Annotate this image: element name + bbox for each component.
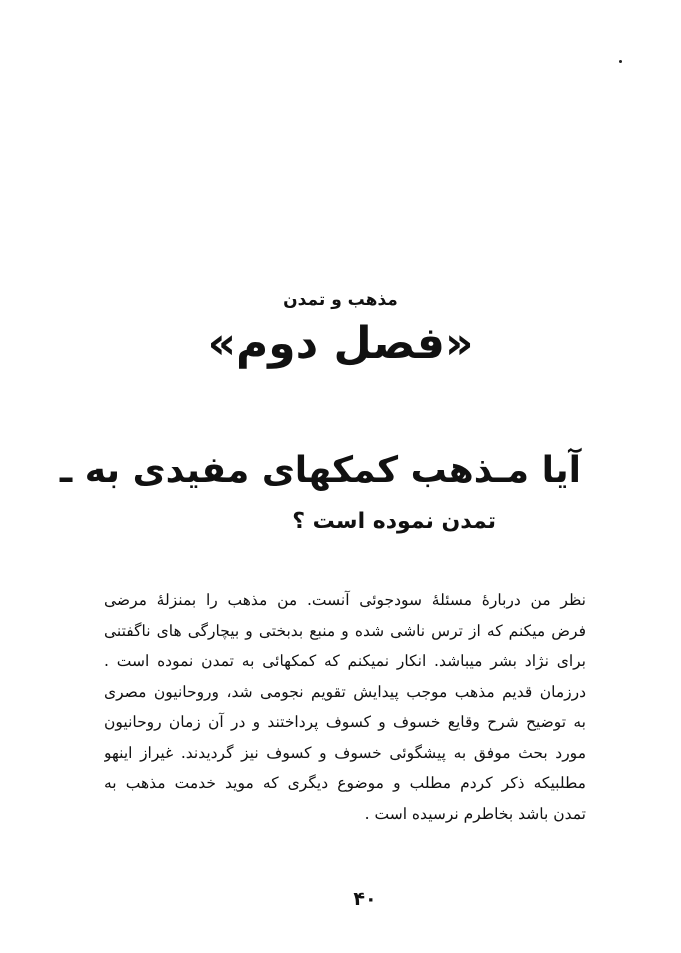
ink-speck xyxy=(619,60,622,63)
body-line: مورد بحث موفق به پیشگوئی خسوف و کسوف نیز گردیدند. غیراز اینهو xyxy=(104,743,586,762)
body-line: به توضیح شرح وقایع خسوف و کسوف پرداختند و در آن زمان روحانیون xyxy=(104,713,586,731)
body-line: نظر من دربارهٔ مسئلهٔ سودجوئی آنست. من مذهب را بمنزلهٔ مرضی xyxy=(104,591,586,609)
question-heading-line-2: تمدن نموده است ؟ xyxy=(292,509,496,534)
body-line: مطلبیکه ذکر کردم مطلب و موضوع دیگری که موید خدمت مذهب به xyxy=(104,774,586,792)
body-line: تمدن باشد بخاطرم نرسیده است . xyxy=(364,804,586,823)
section-subtitle: مذهب و تمدن xyxy=(283,290,398,310)
chapter-title: «فصل دوم» xyxy=(207,318,474,369)
body-paragraph xyxy=(104,585,586,829)
body-line: برای نژاد بشر میباشد. انکار نمیکنم که کمکهائی به تمدن نموده است . xyxy=(104,652,586,670)
question-heading-line-1: آیا مـذهب کمکهای مفیدی به ـ xyxy=(59,450,581,491)
body-line: فرض میکنم که از ترس ناشی شده و منبع بدبختی و بیچارگی های ناگفتنی xyxy=(104,621,586,640)
page-number: ۴۰ xyxy=(353,888,377,910)
body-line: درزمان قدیم مذهب موجب پیدایش تقویم نجومی شد، وروحانیون مصری xyxy=(104,682,586,701)
